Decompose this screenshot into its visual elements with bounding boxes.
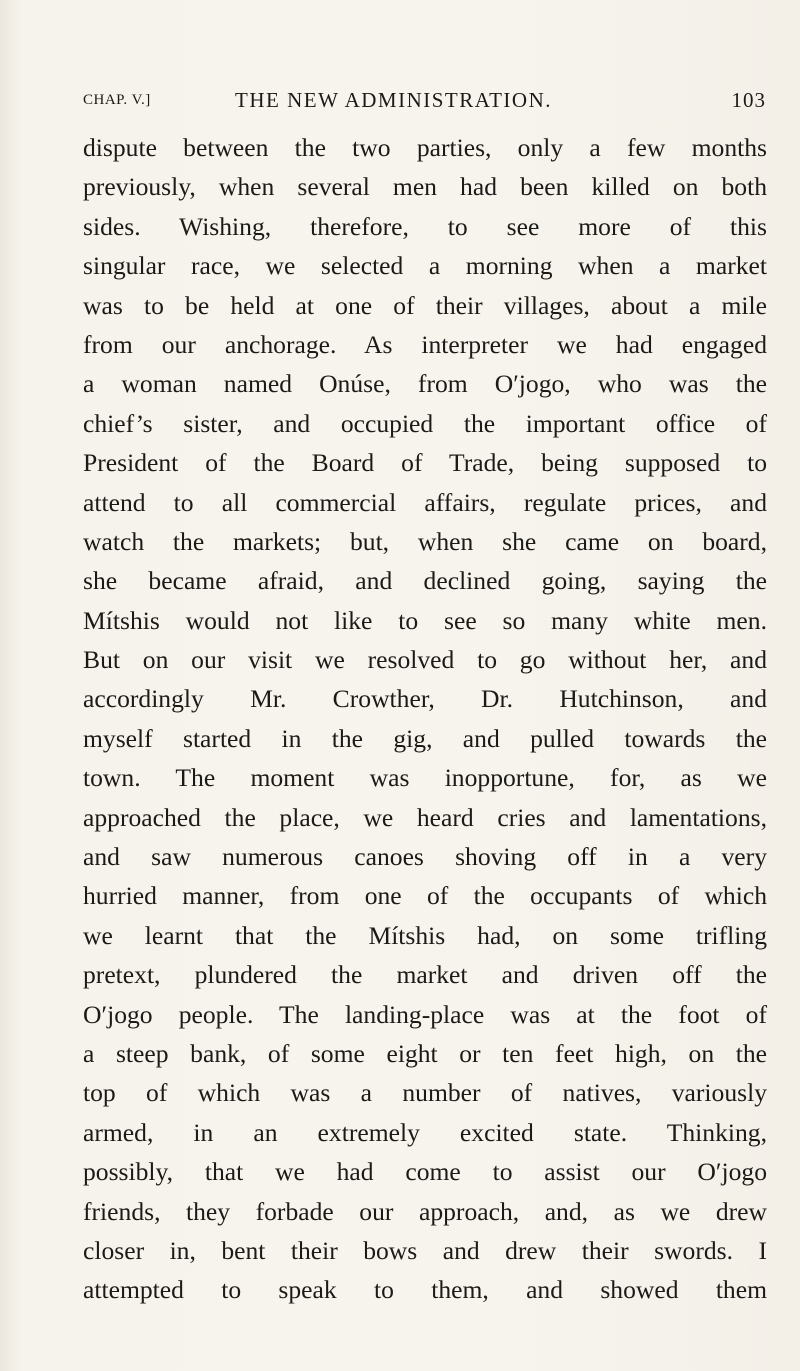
text-line-2: previously, when several men had been killed on both bbox=[83, 172, 767, 202]
body-text bbox=[83, 128, 767, 1310]
text-line-30: attempted to speak to them, and showed them bbox=[83, 1275, 767, 1305]
text-line-6: from our anchorage. As interpreter we had engaged bbox=[83, 329, 767, 359]
text-line-18: approached the place, we heard cries and lamentations, bbox=[83, 802, 767, 832]
text-line-7: a woman named Onúse, from O′jogo, who was the bbox=[83, 369, 767, 399]
text-line-19: and saw numerous canoes shoving off in a very bbox=[83, 842, 767, 872]
text-line-14: But on our visit we resolved to go without her, and bbox=[83, 645, 767, 675]
text-line-20: hurried manner, from one of the occupants of which bbox=[83, 881, 767, 911]
text-line-28: friends, they forbade our approach, and, as we drew bbox=[83, 1196, 767, 1226]
text-line-27: possibly, that we had come to assist our O′jogo bbox=[83, 1157, 767, 1187]
page-number: 103 bbox=[731, 88, 766, 112]
text-line-21: we learnt that the Mítshis had, on some trifling bbox=[83, 920, 767, 950]
text-line-16: myself started in the gig, and pulled towards the bbox=[83, 723, 767, 753]
text-line-25: top of which was a number of natives, variously bbox=[83, 1078, 767, 1108]
text-line-9: President of the Board of Trade, being supposed to bbox=[83, 448, 767, 478]
text-line-22: pretext, plundered the market and driven off the bbox=[83, 960, 767, 990]
text-line-5: was to be held at one of their villages, about a mile bbox=[83, 290, 767, 320]
text-line-17: town. The moment was inopportune, for, as we bbox=[83, 763, 767, 793]
text-line-8: chief’s sister, and occupied the important office of bbox=[83, 408, 767, 438]
text-line-23: O′jogo people. The landing-place was at the foot of bbox=[83, 999, 767, 1029]
running-title: THE NEW ADMINISTRATION. bbox=[235, 88, 553, 112]
running-head bbox=[83, 88, 766, 118]
text-line-3: sides. Wishing, therefore, to see more of this bbox=[83, 211, 767, 241]
text-line-15: accordingly Mr. Crowther, Dr. Hutchinson, and bbox=[83, 684, 767, 714]
text-line-10: attend to all commercial affairs, regulate prices, and bbox=[83, 487, 767, 517]
text-line-1: dispute between the two parties, only a few months bbox=[83, 133, 767, 162]
chapter-marker: CHAP. V.] bbox=[83, 92, 151, 108]
text-line-4: singular race, we selected a morning when a market bbox=[83, 251, 767, 281]
text-line-12: she became afraid, and declined going, saying the bbox=[83, 566, 767, 596]
text-line-11: watch the markets; but, when she came on board, bbox=[83, 526, 767, 556]
text-line-13: Mítshis would not like to see so many white men. bbox=[83, 605, 767, 635]
text-line-29: closer in, bent their bows and drew their swords. I bbox=[83, 1235, 767, 1265]
text-line-24: a steep bank, of some eight or ten feet high, on the bbox=[83, 1038, 767, 1068]
text-line-26: armed, in an extremely excited state. Thinking, bbox=[83, 1117, 767, 1147]
